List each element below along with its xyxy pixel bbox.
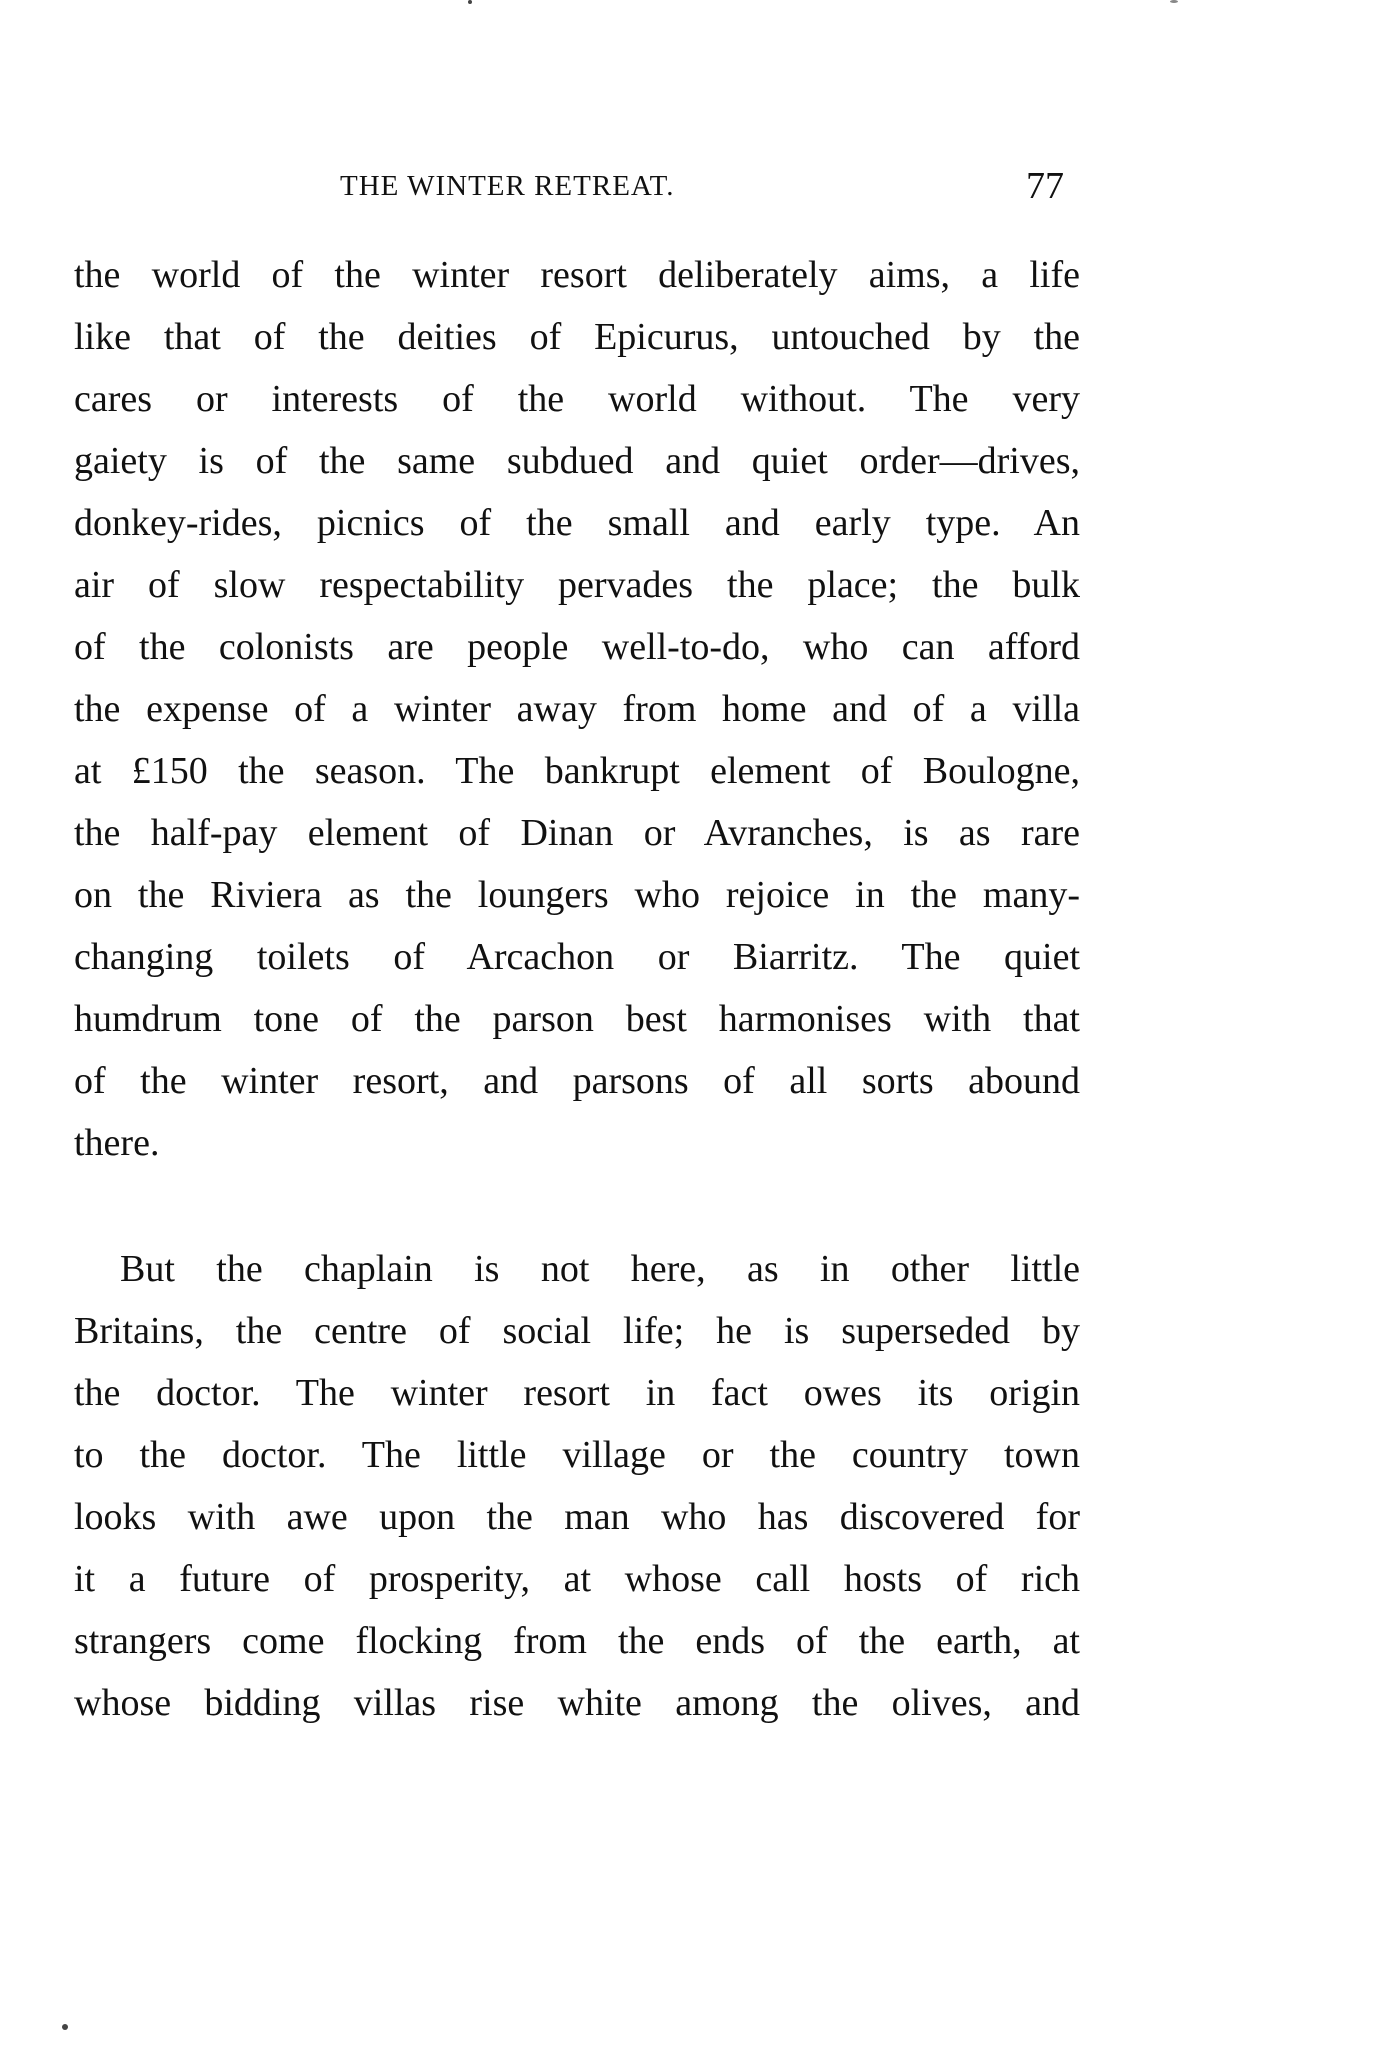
text-line: to the doctor. The little village or the country town <box>74 1434 1080 1476</box>
text-line: of the colonists are people well-to-do, who can afford <box>74 626 1080 668</box>
paragraph-1 <box>74 244 1080 1174</box>
text-line: cares or interests of the world without. The very <box>74 378 1080 420</box>
text-line: at £150 the season. The bankrupt element of Boulogne, <box>74 750 1080 792</box>
text-line: whose bidding villas rise white among the olives, and <box>74 1682 1080 1724</box>
page-number: 77 <box>1026 165 1064 207</box>
paragraph-2 <box>74 1238 1080 1734</box>
text-line: donkey-rides, picnics of the small and early type. An <box>74 502 1080 544</box>
ink-speck <box>1170 0 1178 3</box>
text-line: the half-pay element of Dinan or Avranches, is as rare <box>74 812 1080 854</box>
text-line: the doctor. The winter resort in fact owes its origin <box>74 1372 1080 1414</box>
ink-speck <box>62 2024 68 2030</box>
text-line: looks with awe upon the man who has discovered for <box>74 1496 1080 1538</box>
text-line: the world of the winter resort deliberately aims, a life <box>74 254 1080 296</box>
text-line: there. <box>74 1122 160 1164</box>
text-line: But the chaplain is not here, as in other little <box>120 1248 1080 1290</box>
text-line: changing toilets of Arcachon or Biarritz. The quiet <box>74 936 1080 978</box>
text-line: of the winter resort, and parsons of all sorts abound <box>74 1060 1080 1102</box>
text-line: on the Riviera as the loungers who rejoice in the many- <box>74 874 1080 916</box>
text-line: air of slow respectability pervades the place; the bulk <box>74 564 1080 606</box>
text-line: humdrum tone of the parson best harmonises with that <box>74 998 1080 1040</box>
text-line: the expense of a winter away from home and of a villa <box>74 688 1080 730</box>
running-title: THE WINTER RETREAT. <box>340 170 675 202</box>
text-line: strangers come flocking from the ends of the earth, at <box>74 1620 1080 1662</box>
text-line: it a future of prosperity, at whose call hosts of rich <box>74 1558 1080 1600</box>
ink-speck <box>468 0 472 4</box>
text-line: gaiety is of the same subdued and quiet order—drives, <box>74 440 1080 482</box>
text-line: like that of the deities of Epicurus, untouched by the <box>74 316 1080 358</box>
running-head <box>0 160 1388 220</box>
text-line: Britains, the centre of social life; he is superseded by <box>74 1310 1080 1352</box>
